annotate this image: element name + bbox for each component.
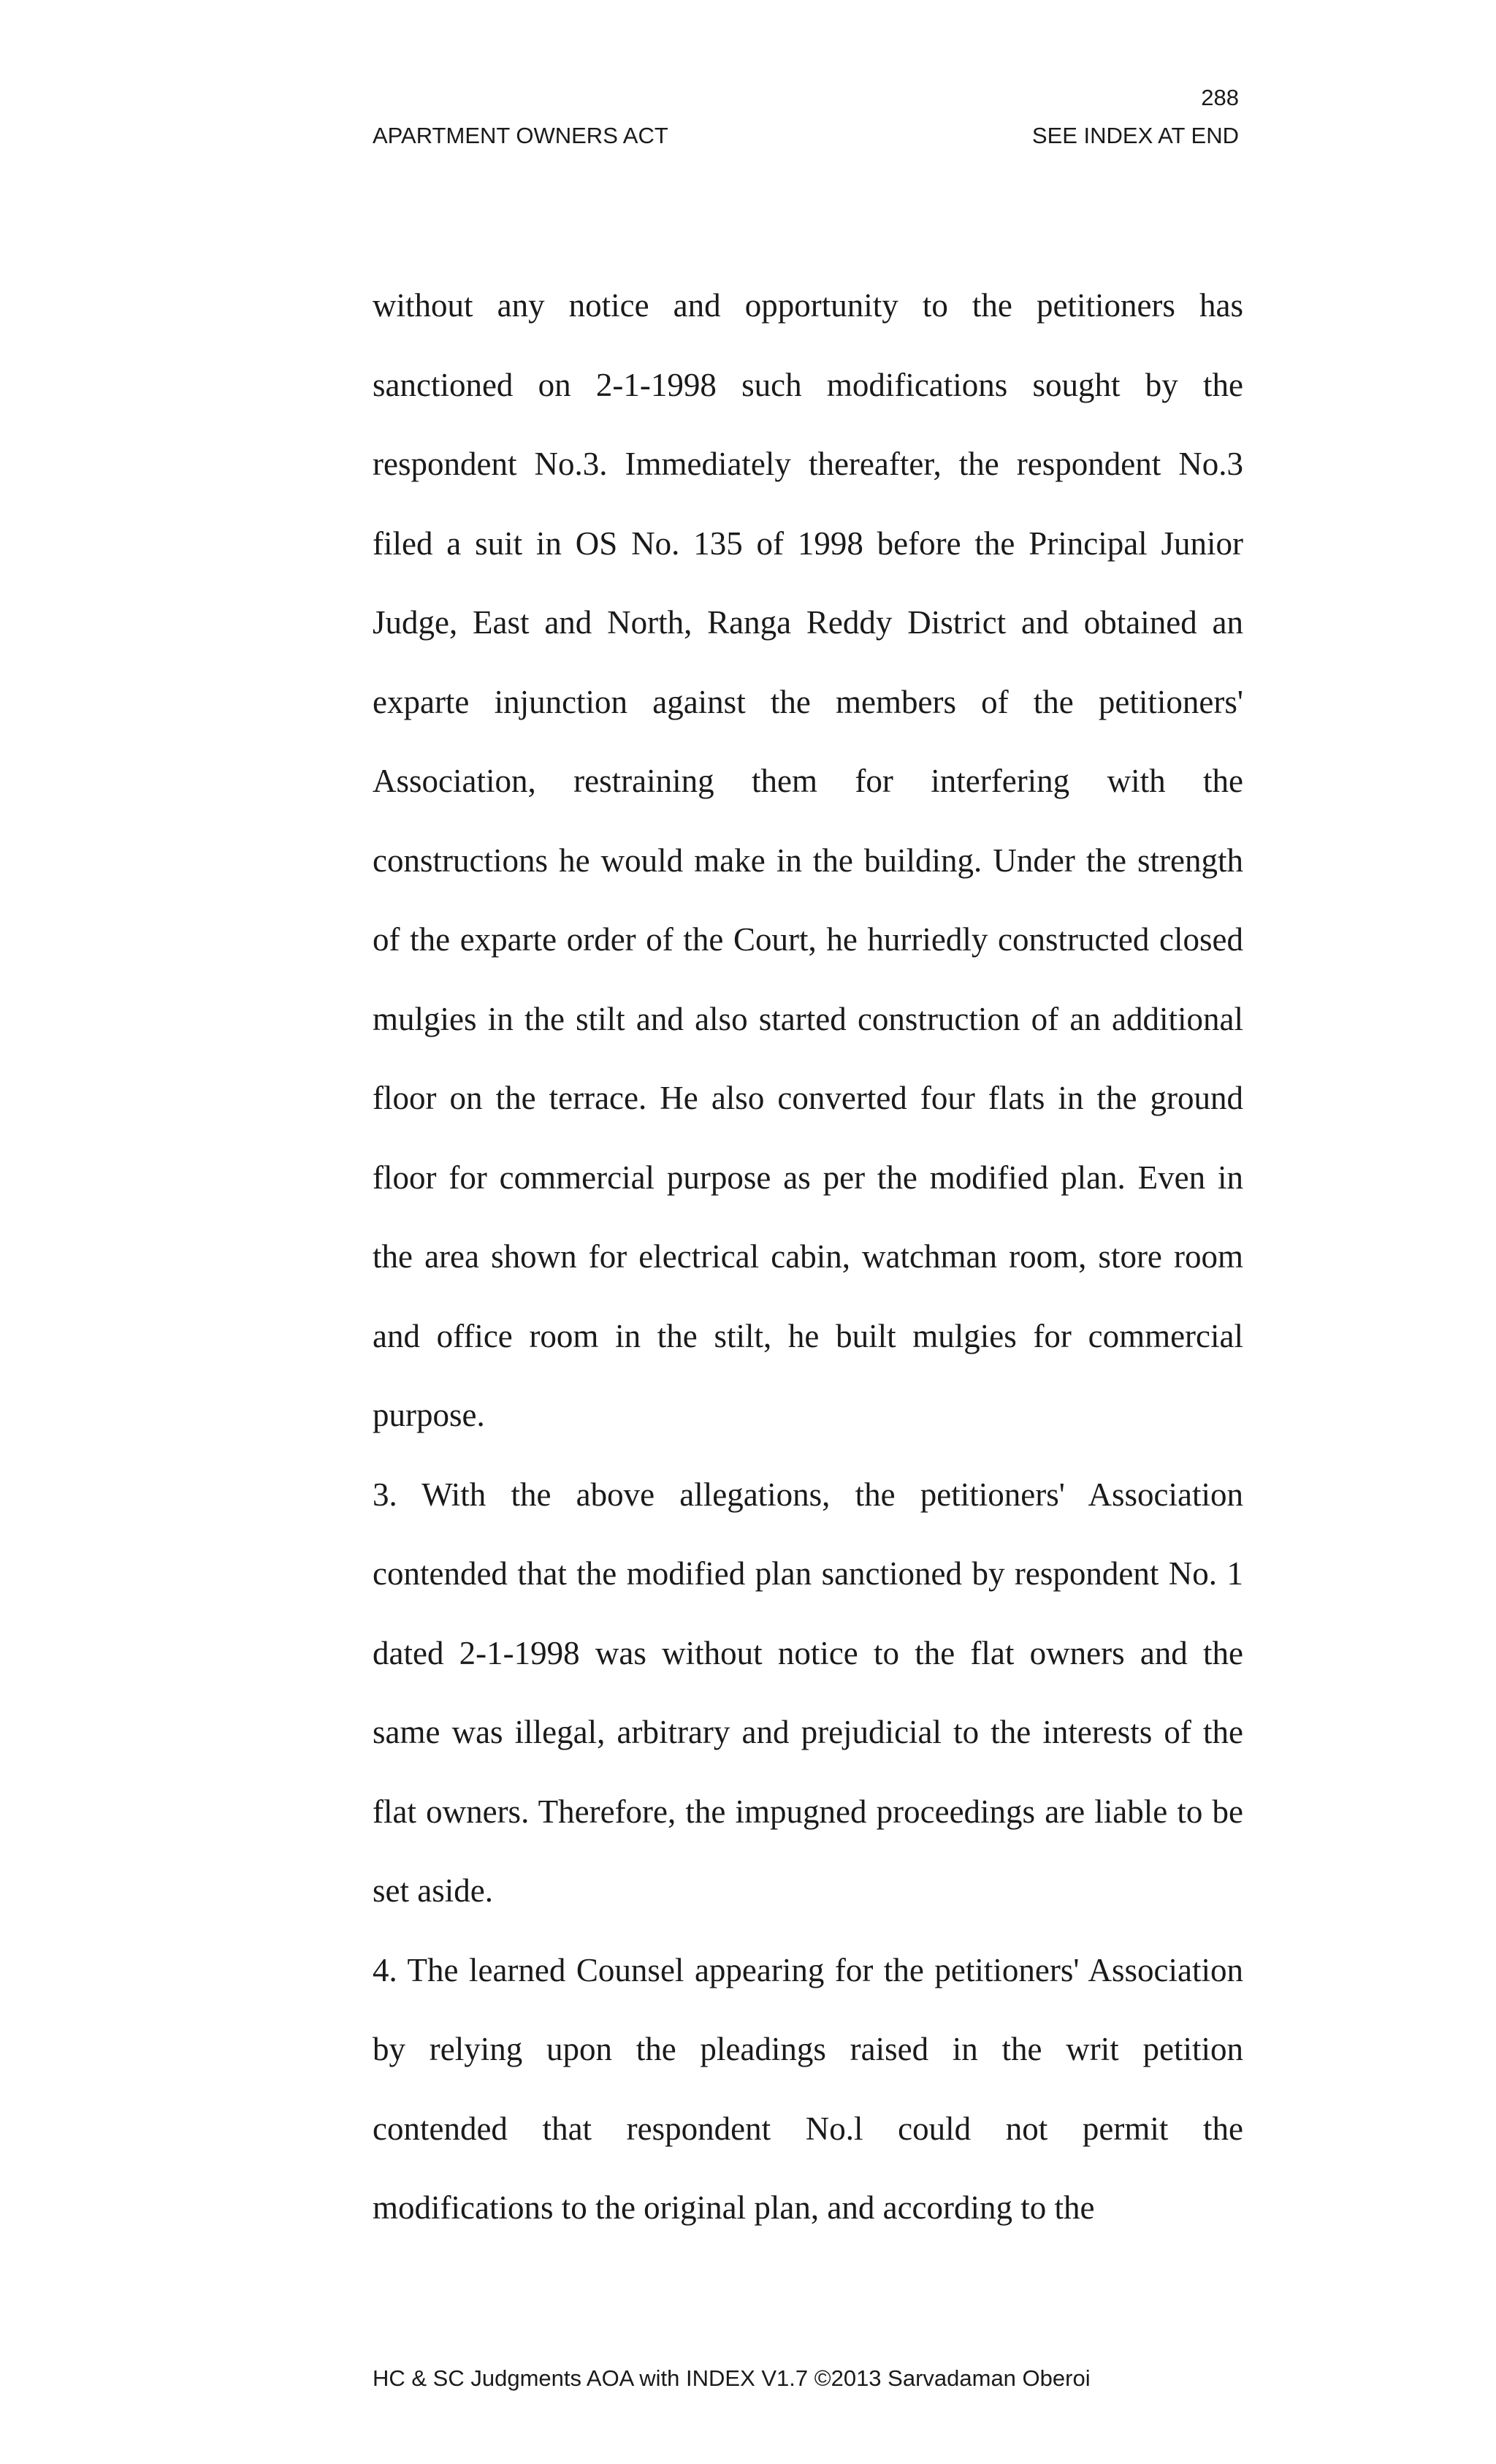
document-body [373, 266, 1243, 2248]
page-footer: HC & SC Judgments AOA with INDEX V1.7 ©2013 Sarvadaman Oberoi [373, 2365, 1091, 2391]
body-paragraph: 4. The learned Counsel appearing for the petitioners' Association by relying upon the pleadings raised in the writ petition contended that respondent No.l could not permit the modifications to the original plan, and according to the [373, 1951, 1243, 2226]
running-header-title: APARTMENT OWNERS ACT [373, 123, 668, 148]
page-number: 288 [1201, 85, 1239, 110]
running-header-index-note: SEE INDEX AT END [1031, 123, 1239, 148]
body-paragraph: without any notice and opportunity to the petitioners has sanctioned on 2-1-1998 such modifications sought by the respondent No.3. Immediately thereafter, the respondent No.3 filed a suit in OS No. 135 of 1998 before the Principal Junior Judge, East and North, Ranga Reddy District and obtained an exparte injunction against the members of the petitioners' Association, restraining them for interfering with the constructions he would make in the building. Under the strength of the exparte order of the Court, he hurriedly constructed closed mulgies in the stilt and also started construction of an additional floor on the terrace. He also converted four flats in the ground floor for commercial purpose as per the modified plan. Even in the area shown for electrical cabin, watchman room, store room and office room in the stilt, he built mulgies for commercial purpose. [373, 287, 1243, 1433]
body-paragraph: 3. With the above allegations, the petitioners' Association contended that the modified plan sanctioned by respondent No. 1 dated 2-1-1998 was without notice to the flat owners and the same was illegal, arbitrary and prejudicial to the interests of the flat owners. Therefore, the impugned proceedings are liable to be set aside. [373, 1476, 1243, 1909]
